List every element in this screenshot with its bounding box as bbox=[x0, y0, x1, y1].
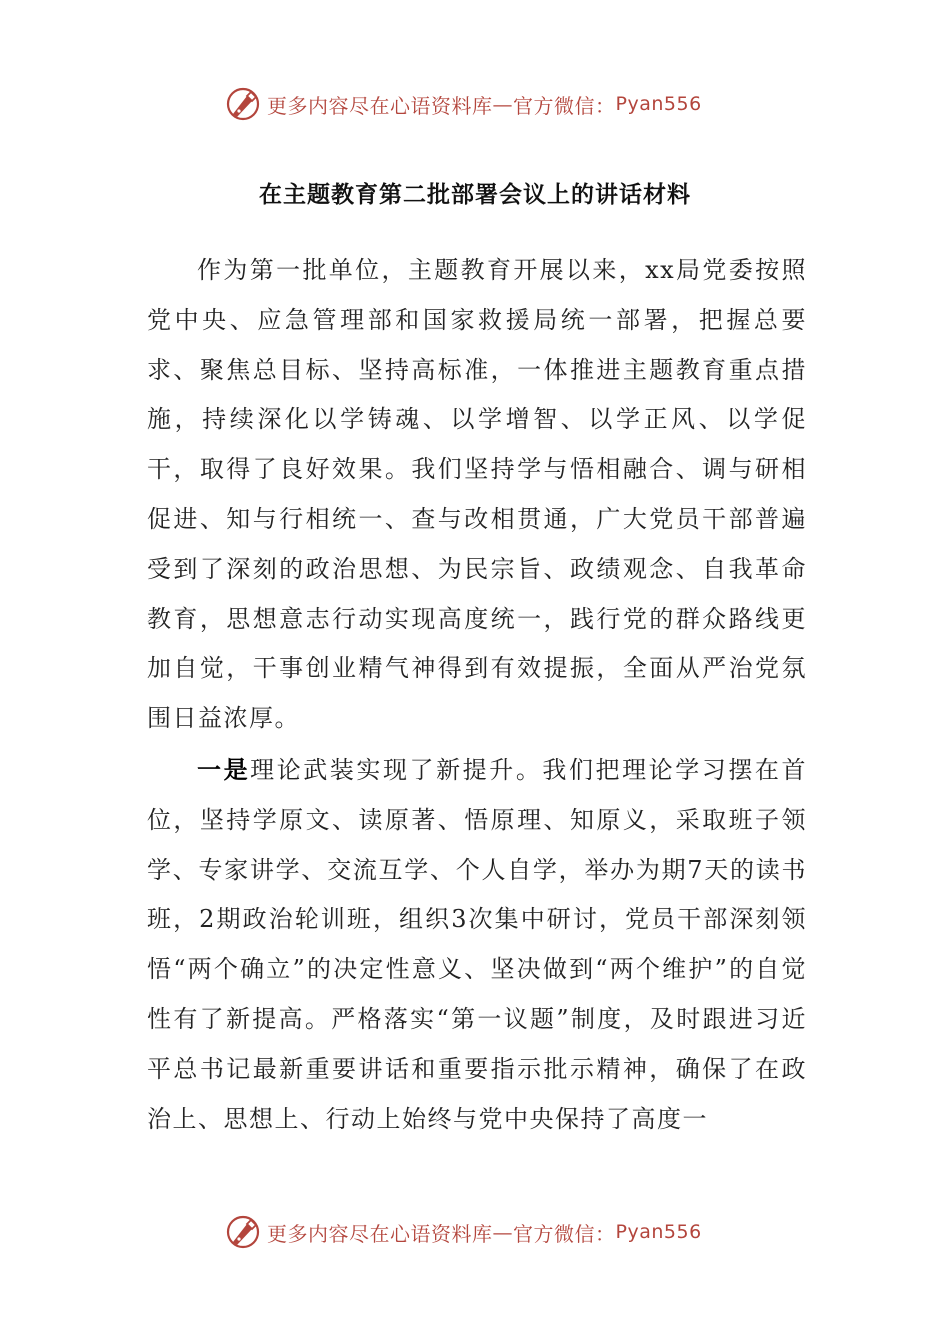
watermark-brand: 更多内容尽在心语资料库 bbox=[267, 93, 493, 118]
watermark-separator: — bbox=[492, 92, 513, 116]
footer-watermark bbox=[225, 1212, 745, 1252]
watermark-brand: 更多内容尽在心语资料库 bbox=[267, 1221, 493, 1246]
paragraph-theory bbox=[147, 745, 807, 1144]
watermark-wechat-label: 官方微信： bbox=[513, 1221, 616, 1246]
document-title: 在主题教育第二批部署会议上的讲话材料 bbox=[259, 181, 691, 208]
header-watermark bbox=[225, 84, 745, 124]
watermark-wechat-id: Pyan556 bbox=[615, 1221, 702, 1243]
watermark-wechat-label: 官方微信： bbox=[513, 93, 616, 118]
paragraph-lead-bold: 一是 bbox=[197, 755, 251, 784]
pen-nib-logo-icon bbox=[225, 1214, 261, 1250]
pen-nib-logo-icon bbox=[225, 86, 261, 122]
watermark-wechat-id: Pyan556 bbox=[615, 93, 702, 115]
watermark-separator: — bbox=[492, 1220, 513, 1244]
paragraph-theory-text: 理论武装实现了新提升。我们把理论学习摆在首位，坚持学原文、读原著、悟原理、知原义，采取班子领学、专家讲学、交流互学、个人自学，举办为期7天的读书班，2期政治轮训班，组织3次集中研讨，党员干部深刻领悟“两个确立”的决定性意义、坚决做到“两个维护”的自觉性有了新提高。严格落实“第一议题”制度，及时跟进习近平总书记最新重要讲话和重要指示批示精神，确保了在政治上、思想上、行动上始终与党中央保持了高度一 bbox=[147, 756, 808, 1133]
paragraph-intro: 作为第一批单位，主题教育开展以来，xx局党委按照党中央、应急管理部和国家救援局统一部署，把握总要求、聚焦总目标、坚持高标准，一体推进主题教育重点措施，持续深化以学铸魂、以学增智、以学正风、以学促干，取得了良好效果。我们坚持学与悟相融合、调与研相促进、知与行相统一、查与改相贯通，广大党员干部普遍受到了深刻的政治思想、为民宗旨、政绩观念、自我革命教育，思想意志行动实现高度统一，践行党的群众路线更加自觉，干事创业精气神得到有效提振，全面从严治党氛围日益浓厚。 bbox=[147, 256, 807, 733]
